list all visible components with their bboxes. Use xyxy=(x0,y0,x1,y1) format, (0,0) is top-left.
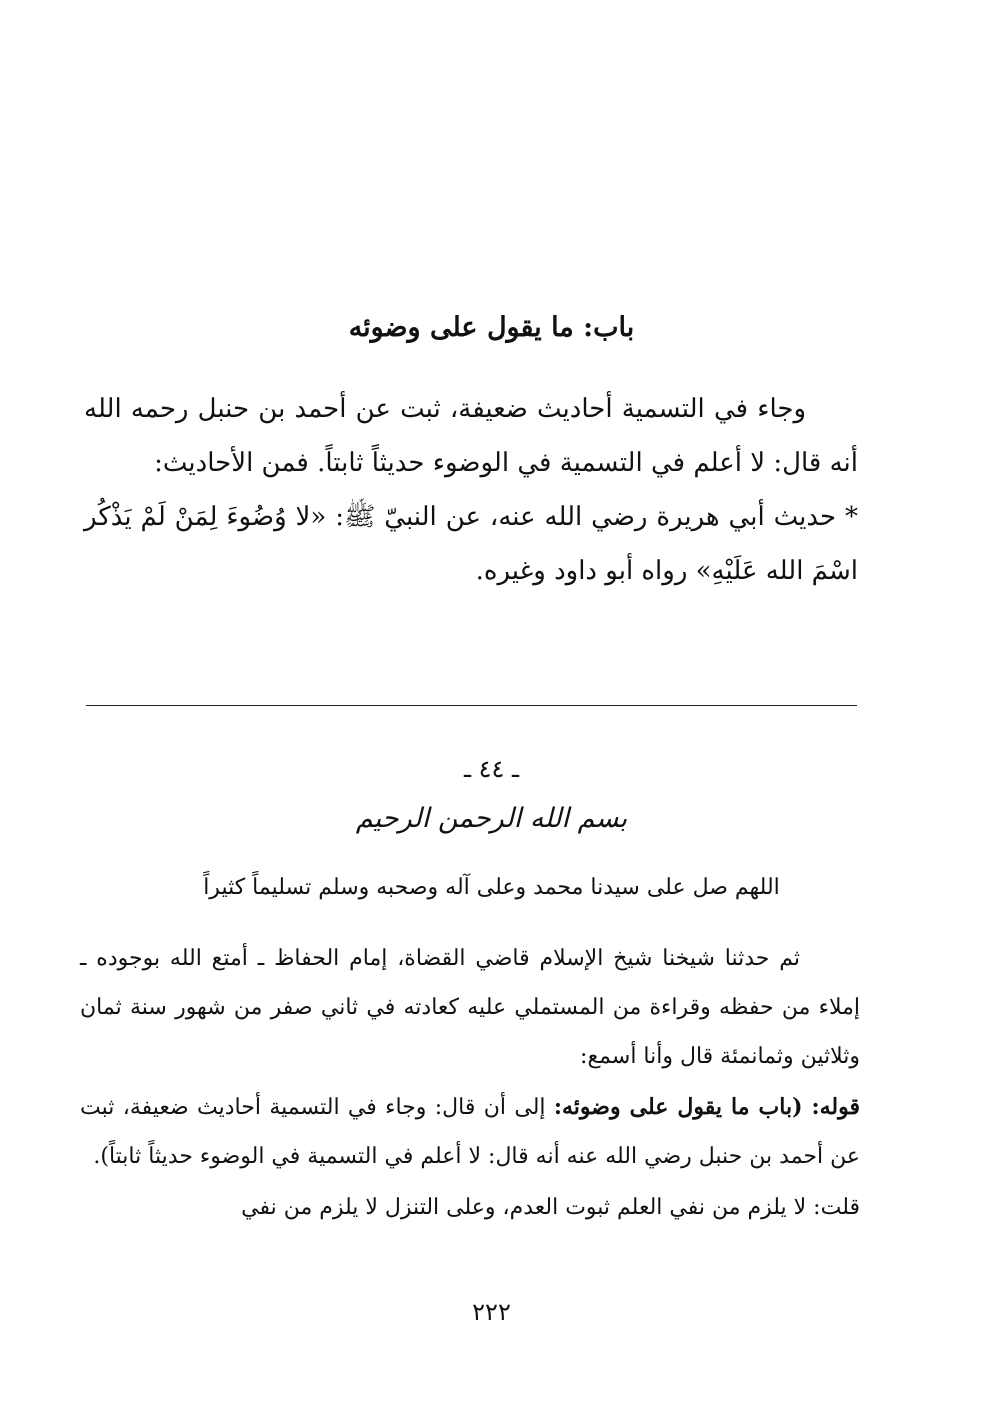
commentary-paragraph-note: قلت: لا يلزم من نفي العلم ثبوت العدم، وعلى التنزل لا يلزم من نفي xyxy=(241,1195,860,1220)
commentary-paragraph-isnad: ثم حدثنا شيخنا شيخ الإسلام قاضي القضاة، إمام الحفاظ ـ أمتع الله بوجوده ـ إملاء من حفظه وقراءة من المستملي عليه كعادته في ثاني صفر من شهور سنة ثمان وثلاثين وثمانمئة قال وأنا أسمع: xyxy=(80,946,860,1069)
main-paragraph-intro: وجاء في التسمية أحاديث ضعيفة، ثبت عن أحمد بن حنبل رحمه الله أنه قال: لا أعلم في التسمية في الوضوء حديثاً ثابتاً. فمن الأحاديث: xyxy=(84,394,858,478)
commentary-paragraph-quote xyxy=(80,1083,860,1181)
commentary-text-block xyxy=(80,934,860,1232)
basmala-calligraphy: بسم الله الرحمن الرحيم xyxy=(355,803,628,834)
section-divider xyxy=(86,705,857,706)
chapter-heading: باب: ما يقول على وضوئه xyxy=(348,312,635,343)
quote-lead: قوله: (باب ما يقول على وضوئه: xyxy=(553,1094,861,1120)
commentary-page-number: ـ ٤٤ ـ xyxy=(463,755,520,783)
main-text-block xyxy=(84,382,858,598)
page-number: ٢٢٢ xyxy=(472,1298,511,1326)
main-paragraph-hadith: * حديث أبي هريرة رضي الله عنه، عن النبيّ ﷺ: «لا وُضُوءَ لِمَنْ لَمْ يَذْكُر اسْمَ الله عَلَيْهِ» رواه أبو داود وغيره. xyxy=(84,502,858,586)
salawat-line: اللهم صل على سيدنا محمد وعلى آله وصحبه وسلم تسليماً كثيراً xyxy=(203,875,780,900)
quote-rest: إلى أن قال: وجاء في التسمية أحاديث ضعيفة، ثبت عن أحمد بن حنبل رضي الله عنه أنه قال: لا أعلم في التسمية في الوضوء حديثاً ثابتاً). xyxy=(80,1095,860,1169)
